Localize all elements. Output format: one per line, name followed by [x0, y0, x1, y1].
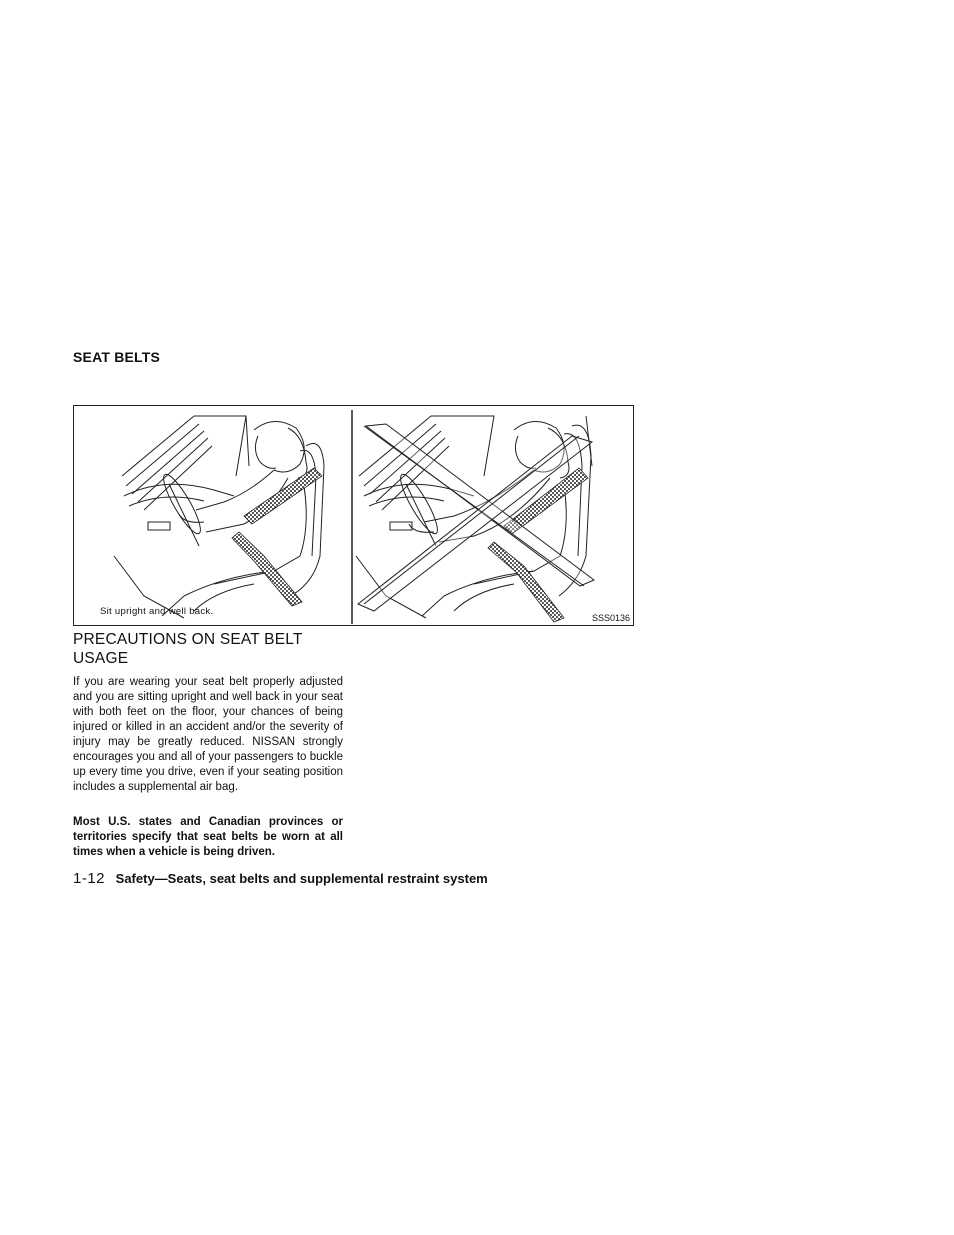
- figure-code: SSS0136: [591, 613, 630, 623]
- illustration-drawing: [74, 406, 634, 626]
- page-footer: [73, 870, 488, 887]
- body-paragraph: If you are wearing your seat belt properly adjusted and you are sitting upright and well back in your seat with both feet on the floor, your chances of being injured or killed in an accident and/or the severity of injury may be greatly reduced. NISSAN strongly encourages you and all of your passengers to buckle up every time you drive, even if your seating position includes a supplemental air bag.: [73, 676, 343, 793]
- page-number: 1-12: [73, 870, 106, 887]
- correct-posture-drawing: [114, 416, 324, 618]
- subheading: PRECAUTIONS ON SEAT BELT USAGE: [73, 631, 303, 667]
- seat-belt-illustration: [73, 405, 634, 626]
- figure-caption: Sit upright and well back.: [100, 606, 214, 617]
- footer-title: Safety—Seats, seat belts and supplemental restraint system: [115, 871, 488, 886]
- section-title: SEAT BELTS: [73, 349, 161, 365]
- bold-paragraph: Most U.S. states and Canadian provinces or territories specify that seat belts be worn at all times when a vehicle is being driven.: [73, 816, 343, 858]
